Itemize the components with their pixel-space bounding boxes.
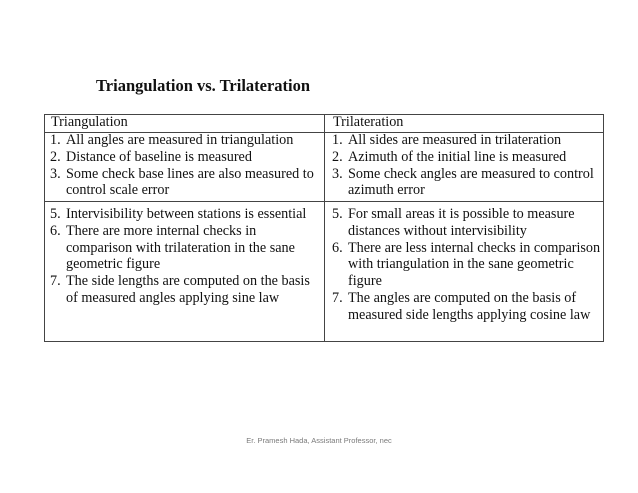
slide-title: Triangulation vs. Trilateration <box>96 76 311 95</box>
column-divider <box>324 114 325 342</box>
list-item: 2. Azimuth of the initial line is measured <box>332 148 567 165</box>
list-item: 5. Intervisibility between stations is essential <box>50 206 307 222</box>
triangulation-bottom-list <box>50 206 322 307</box>
trilateration-bottom-list <box>332 206 604 324</box>
list-item: 7. The angles are computed on the basis of measured side lengths applying cosine law <box>332 289 591 323</box>
header-trilateration: Trilateration <box>333 114 404 130</box>
header-triangulation: Triangulation <box>51 114 128 130</box>
trilateration-top-list <box>332 132 604 199</box>
list-item: 1. All sides are measured in trilateration <box>332 132 562 148</box>
list-item: 3. Some check angles are measured to control azimuth error <box>332 165 594 199</box>
list-item: 3. Some check base lines are also measured to control scale error <box>50 165 314 199</box>
list-item: 2. Distance of baseline is measured <box>50 148 252 165</box>
list-item: 5. For small areas it is possible to measure distances without intervisibility <box>332 206 575 239</box>
list-item: 6. There are more internal checks in comparison with trilateration in the sane geometric figure <box>50 222 295 273</box>
comparison-table <box>44 114 604 342</box>
list-item: 1. All angles are measured in triangulation <box>50 132 294 148</box>
triangulation-top-list <box>50 132 322 199</box>
list-item: 7. The side lengths are computed on the basis of measured angles applying sine law <box>50 273 310 306</box>
slide-footer: Er. Pramesh Hada, Assistant Professor, nec <box>246 436 392 445</box>
list-item: 6. There are less internal checks in comparison with triangulation in the sane geometric figure <box>332 239 601 290</box>
